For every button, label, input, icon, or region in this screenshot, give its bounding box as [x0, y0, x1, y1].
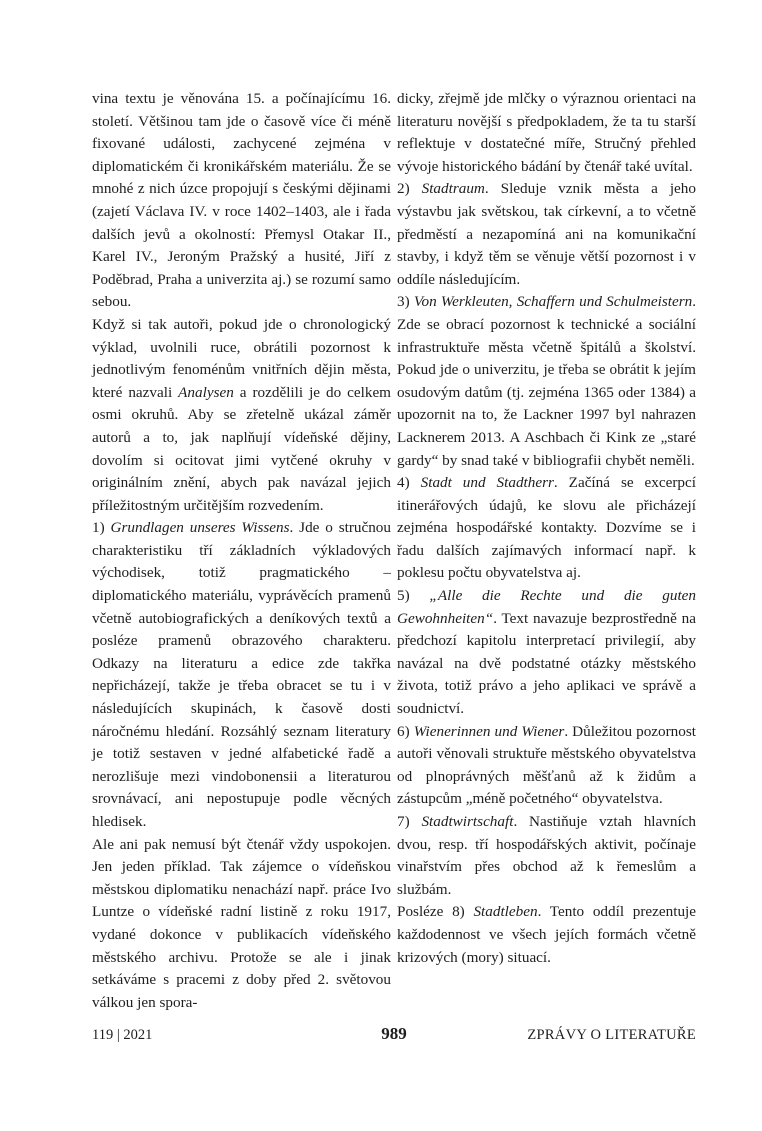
- italic-term: Stadtleben: [473, 903, 538, 921]
- text-run: Ale ani pak nemusí být čtenář vždy uspokojen. Jen jeden příklad. Tak zájemce o vídeňskou městskou diplomatiku nenachází např. práce Ivo Luntze o vídeňské radní listině z roku 1917, vydané dokonce v publikacích vídeňského městského archivu. Protože se ale i jinak setkáváme s pracemi z doby před 2. světovou válkou jen spora-: [92, 835, 391, 1011]
- text-run: . Tento oddíl prezentuje každodennost ve všech jejích formách včetně krizových (mory) situací.: [397, 903, 697, 966]
- paragraph: [397, 585, 696, 721]
- text-run: Posléze 8): [397, 903, 474, 921]
- italic-term: Grundlagen unseres Wissens: [110, 519, 290, 537]
- text-run: 2): [397, 180, 422, 198]
- text-run: . Text navazuje bezprostředně na předchozí kapitolu interpretací privilegií, aby navázal na dvě podstatné otázky městského života, totiž právo a jeho aplikaci ve správě a soudnictví.: [397, 609, 696, 718]
- text-run: . Zde se obrací pozornost k technické a sociální infrastruktuře města včetně špitálů a školství. Pokud jde o univerzitu, je třeba se obrátit k jejím osudovým datům (tj. zejména 1365 oder 1384) a upozornit na to, že Lackner 1997 byl nahrazen Lacknerem 2013. A Aschbach či Kink ze „staré gardy“ by snad také v bibliografii chybět neměli.: [397, 293, 696, 469]
- text-run: . Důležitou pozornost autoři věnovali struktuře městského obyvatelstva od plnoprávných měšťanů až k židům a zástupcům „méně početného“ obyvatelstva.: [397, 722, 697, 808]
- page-footer: [92, 1024, 696, 1048]
- right-text-column: [397, 88, 696, 969]
- text-run: 3): [397, 293, 414, 311]
- paragraph: [397, 721, 696, 811]
- page-number: 989: [381, 1024, 407, 1043]
- issue-label: 119 | 2021: [92, 1027, 153, 1043]
- text-run: vina textu je věnována 15. a počínajícímu 16. století. Většinou tam jde o časově více či méně fixované události, zachycené zejména v diplomatickém či kronikářském materiálu. Že se mnohé z nich úzce propojují s českými dějinami (zajetí Václava IV. v roce 1402–1403, ale i řada dalších jevů a okolností: Přemysl Otakar II., Karel IV., Jeroným Pražský a husité, Jiří z Poděbrad, Praha a univerzita aj.) se rozumí samo sebou.: [92, 90, 391, 311]
- paragraph: [92, 834, 391, 1015]
- paragraph: [92, 88, 391, 314]
- italic-term: Stadt und Stadtherr: [420, 474, 554, 492]
- text-run: . Začíná se excerpcí itinerářových údajů, ke slovu ale přicházejí zejména hospodářské kontakty. Dozvíme se i řadu dalších zajímavých informací např. k poklesu počtu obyvatelstva aj.: [397, 474, 696, 582]
- italic-term: Stadtraum: [421, 180, 485, 198]
- paragraph: [397, 811, 696, 901]
- italic-term: Analysen: [178, 383, 234, 401]
- paragraph: [397, 291, 696, 472]
- text-run: a rozdělili je do celkem osmi okruhů. Aby se zřetelně ukázal záměr autorů a to, jak naplňují vídeňské dějiny, dovolím si ocitovat jimi vytčené okruhy v originálním znění, abych pak navázal jejich příležitostným určitějším rozvedením.: [92, 383, 391, 514]
- paragraph: [92, 517, 391, 833]
- text-run: 4): [397, 474, 421, 492]
- text-run: Když si tak autoři, pokud jde o chronologický výklad, uvolnili ruce, obrátili pozornost k jednotlivým fenoménům vnitřních dějin města, které nazvali: [92, 315, 391, 401]
- left-text-column: [92, 88, 391, 1014]
- paragraph: [397, 901, 696, 969]
- text-run: 5): [397, 587, 430, 605]
- text-run: . Nastiňuje vztah hlavních dvou, resp. tří hospodářských aktivit, počínaje vinařstvím přes obchod až k řemeslům a službám.: [397, 813, 696, 898]
- text-run: . Jde o stručnou charakteristiku tří základních výkladových východisek, totiž pragmatického – diplomatického materiálu, vyprávěcích pramenů včetně autobiografických a deníkových textů a posléze pramenů obrazového charakteru. Odkazy na literaturu a edice zde takřka nepřicházejí, takže je třeba obracet se tu i v následujících skupinách, k časově dosti náročnému hledání. Rozsáhlý seznam literatury je totiž sestaven v jedné alfabetické řadě a nerozlišuje mezi vindobonensii a literaturou srovnávací, ani nepostupuje podle věcných hledisek.: [92, 519, 391, 830]
- text-run: . Sleduje vznik města a jeho výstavbu jak světskou, tak církevní, a to včetně předměstí a nezapomíná ani na komunikační stavby, i když těm se věnuje větší pozornost i v oddíle následujícím.: [397, 180, 696, 288]
- paragraph: [397, 178, 696, 291]
- paragraph: [92, 314, 391, 517]
- paragraph: [397, 88, 696, 178]
- paragraph: [397, 472, 696, 585]
- text-run: 6): [397, 722, 414, 740]
- italic-term: Stadtwirtschaft: [421, 813, 514, 830]
- text-run: 7): [397, 813, 422, 830]
- text-run: dicky, zřejmě jde mlčky o výraznou orientaci na literaturu novější s předpokladem, že ta tu starší reflektuje v dostatečné míře, Stručný přehled vývoje historického bádání by čtenář také uvítal.: [397, 90, 696, 175]
- italic-term: Wienerinnen und Wiener: [413, 722, 565, 740]
- text-run: 1): [92, 519, 111, 537]
- italic-term: „Alle die Rechte und die guten Gewohnheiten“: [397, 587, 696, 627]
- italic-term: Von Werkleuten, Schaffern und Schulmeistern: [413, 293, 693, 311]
- journal-title: ZPRÁVY O LITERATUŘE: [527, 1027, 696, 1043]
